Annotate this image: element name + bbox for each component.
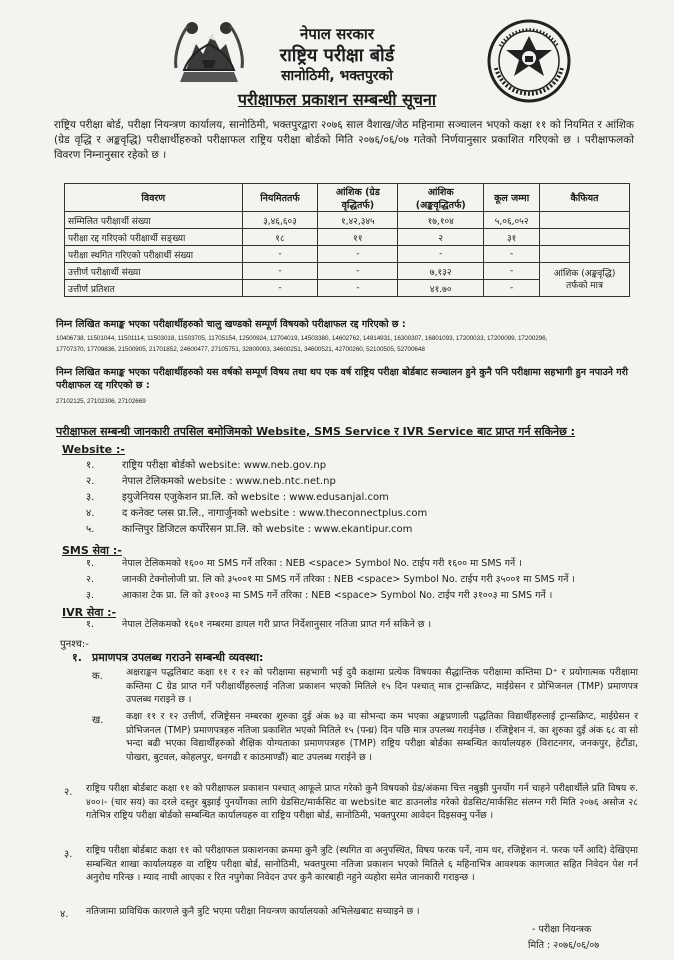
table-cell: सम्मिलित परीक्षार्थी संख्या (65, 212, 243, 229)
table-cell: - (398, 246, 484, 263)
point-4-text: नतिजामा प्राविधिक कारणले कुनै त्रुटि भएमा परीक्षा नियन्त्रण कार्यालयको अभिलेखबाट सच्याइने छ । (86, 906, 420, 917)
table-cell: - (484, 246, 540, 263)
table-row (65, 246, 630, 263)
point-1-title: प्रमाणपत्र उपलब्ध गराउने सम्बन्धी व्यवस्था: (92, 651, 264, 664)
list-item: ३. आकाश टेक प्रा. लि को ३१००३ मा SMS गर्ने तरिका : NEB <space> Symbol No. टाईप गरी ३१००३ मा SMS गर्ने । (86, 590, 553, 601)
list-item: ५. कान्तिपुर डिजिटल कर्पोरेसन प्रा.लि. को website : www.ekantipur.com (86, 524, 413, 535)
list-item: १. नेपाल टेलिकमको १६०० मा SMS गर्ने तरिका : NEB <space> Symbol No. टाईप गरी १६०० मा SMS गर्ने । (86, 558, 522, 569)
table-header-row (65, 184, 630, 212)
table-row (65, 263, 630, 280)
table-cell: - (242, 280, 318, 297)
website-link[interactable]: कान्तिपुर डिजिटल कर्पोरेसन प्रा.लि. को website : www.ekantipur.com (122, 524, 413, 535)
intro-paragraph: राष्ट्रिय परीक्षा बोर्ड, परीक्षा नियन्त्रण कार्यालय, सानोठिमी, भक्तपुरद्वारा २०७६ साल वैशाख/जेठ महिनामा सञ्चालन भएको कक्षा ११ को नियमित र आंशिक (ग्रेड वृद्धि र अङ्कवृद्धि) परीक्षार्थीहरुको परीक्षाफल राष्ट्रिय परीक्षा बोर्डको मिति २०७६/०६/०७ गतेको निर्णयानुसार प्रकाशित गरिएको छ । परीक्षाफलको विवरण निम्नानुसार रहेको छ । (54, 119, 634, 161)
cancel-codes-line-2: 17707370, 17709836, 21500905, 21701852, 24600477, 27105751, 32800003, 34600251, 34600521, 42700260, 52100505, 52700648 (56, 346, 425, 353)
point-4-number: ४. (60, 909, 69, 920)
website-list (86, 458, 427, 538)
table-cell: - (318, 246, 398, 263)
list-item: १. नेपाल टेलिकमको १६०१ नम्बरमा डायल गरी प्राप्त निर्देशानुसार नतिजा प्राप्त गर्न सकिने छ । (86, 619, 432, 630)
table-cell: परीक्षा रद्द गरिएको परीक्षार्थी सङ्ख्या (65, 229, 243, 246)
website-heading: Website :- (62, 443, 125, 456)
list-item: २. नेपाल टेलिकमको website : www.neb.ntc.net.np (86, 476, 336, 487)
sms-heading: SMS सेवा :- (62, 544, 122, 557)
header-line-2: राष्ट्रिय परीक्षा बोर्ड (279, 45, 395, 66)
list-item: ३. इयुजेनियस एजुकेशन प्रा.लि. को website : www.edusanjal.com (86, 492, 389, 503)
sms-list (86, 556, 575, 604)
table-cell: उत्तीर्ण प्रतिशत (65, 280, 243, 297)
table-cell: उत्तीर्ण परीक्षार्थी संख्या (65, 263, 243, 280)
website-link[interactable]: द कनेक्ट प्लस प्रा.लि., नागार्जुनको website : www.theconnectplus.com (122, 508, 428, 519)
punascha-label: पुनश्च:- (60, 639, 89, 650)
table-cell: - (318, 263, 398, 280)
point-3-number: ३. (64, 849, 73, 860)
point-1-ka-number: क. (92, 671, 103, 682)
table-cell: १८ (242, 229, 318, 246)
list-item: २. जानकी टेक्नोलोजी प्रा. लि को ३५००१ मा SMS गर्ने तरिका : NEB <space> Symbol No. टाईप गरी ३५००१ मा SMS गर्ने । (86, 574, 575, 585)
notice-title: परीक्षाफल प्रकाशन सम्बन्धी सूचना (237, 90, 437, 109)
table-cell: ७,१३२ (398, 263, 484, 280)
table-header: विवरण (65, 184, 243, 212)
point-1-kha-text: कक्षा ११ र १२ उत्तीर्ण, रजिष्ट्रेसन नम्बरका शुरुका दुई अंक ७३ वा सोभन्दा कम भएका अङ्कप्रणाली पद्धतिका विद्यार्थीहरुलाई ट्रान्सक्रिप्ट, माईग्रेसन र प्रोभिजनल (TMP) प्रमाणपत्रहरु नतिजा प्रकाशित भएको मितिले १५ (पन्ध्र) दिन पछि मात्र उपलब्ध गराईनेछ । रजिष्ट्रेशन नं. का शुरुका दुई अंक ६८ वा सो भन्दा बढी भएका विद्यार्थीहरुको शैक्षिक योग्यताका प्रमाणपत्रहरु (TMP) राष्ट्रिय परीक्षा बोर्डका सम्बन्धित कार्यालयहरु (विराटनगर, जनकपुर, हेटौंडा, पोखरा, बुटवल, कोहलपुर, धनगढी र काठमाण्डौं) बाट उपलब्ध गराईने छ । (126, 711, 638, 763)
signature-title: - परीक्षा नियन्त्रक (532, 924, 592, 935)
table-cell: ५,०६,०५२ (484, 212, 540, 229)
signature-date: मिति : २०७६/०६/०७ (528, 940, 600, 951)
table-cell: ४१.७० (398, 280, 484, 297)
ivr-list (86, 617, 431, 633)
table-cell: ११ (318, 229, 398, 246)
table-cell: ३,४६,६०३ (242, 212, 318, 229)
point-1-kha-number: ख. (92, 715, 104, 726)
table-header: कूल जम्मा (484, 184, 540, 212)
table-row (65, 212, 630, 229)
table-cell: ३१ (484, 229, 540, 246)
cancel-codes-line-1: 10406738, 11501044, 11501114, 11503018, 11503705, 11705154, 12500924, 12704019, 14503380, 14602762, 14914931, 16300307, 16801093, 17200033, 17200099, 17200296, (56, 335, 548, 342)
info-heading: परीक्षाफल सम्बन्धी जानकारी तपसिल बमोजिमको Website, SMS Service र IVR Service बाट प्राप्त गर्न सकिनेछ : (56, 425, 576, 438)
header-line-3: सानोठिमी, भक्तपुरको (281, 68, 393, 84)
table-header: नियमिततर्फ (242, 184, 318, 212)
point-2-text: राष्ट्रिय परीक्षा बोर्डबाट कक्षा ११ को परीक्षाफल प्रकाशन पश्चात् आफूले प्राप्त गरेको कुनै विषयको ग्रेड/अंकमा चित्त नबुझी पुनर्योग गर्न चाहने परीक्षार्थीले प्रति विषय रु. ४००।- (चार सय) का दरले दस्तुर बुझाई पुनर्योगका लागि ग्रेडसिट/मार्कसिट वा website बाट डाउनलोड गरेको ग्रेडसिट/मार्कसिट संलग्न गरी मिति २०७६ असोज २८ गतेभित्र राष्ट्रिय परीक्षा बोर्डको सम्बन्धित कार्यालयहरु वा राष्ट्रिय परीक्षा बोर्ड, सानोठिमी, भक्तपुरमा आवेदन दिइसक्नु पर्नेछ । (86, 783, 638, 821)
table-cell: - (484, 280, 540, 297)
point-2-number: २. (64, 787, 73, 798)
table-row (65, 229, 630, 246)
table-cell: १,४२,३४५ (318, 212, 398, 229)
table-cell-remark: आंशिक (अङ्कवृद्धि) तर्फको मात्र (540, 263, 630, 297)
point-3-text: राष्ट्रिय परीक्षा बोर्डबाट कक्षा ११ को परीक्षाफल प्रकाशनका क्रममा कुनै त्रुटि (स्थगित वा अनुपस्थित, विषय फरक पर्ने, नाम थर, रजिष्ट्रेशन नं. फरक पर्ने आदि) देखिएमा सम्बन्धित शाखा कार्यालयहरु वा राष्ट्रिय परीक्षा बोर्ड, सानोठिमी, भक्तपुरमा नतिजा प्रकाशन भएको मितिले ६ महिनाभित्र आवश्यक कागजात सहित निवेदन पेश गर्न अनुरोध गरिन्छ । म्याद नाघी आएका र रित नपुगेका निवेदन उपर कुनै कारबाही नहुने व्यहोरा समेत जानकारी गराइन्छ । (86, 845, 638, 883)
table-cell: - (318, 280, 398, 297)
table-cell: परीक्षा स्थगित गरिएको परीक्षार्थी संख्या (65, 246, 243, 263)
table-cell: २ (398, 229, 484, 246)
point-1-number: १. (72, 651, 82, 664)
website-link[interactable]: नेपाल टेलिकमको website : www.neb.ntc.net.np (122, 476, 336, 487)
point-1-ka-text: अक्षराङ्कन पद्धतिबाट कक्षा ११ र १२ को परीक्षामा सहभागी भई दुवै कक्षामा प्रत्येक विषयका सैद्धान्तिक परीक्षामा कम्तिमा D⁺ र प्रयोगात्मक परीक्षामा कम्तिमा C ग्रेड प्राप्त गर्ने परीक्षार्थीहरुलाई नतिजा प्रकाशन भएको मितिले १५ दिन पश्चात् मात्र ट्रान्सक्रिप्ट, माईग्रेसन र प्रोभिजनल (TMP) प्रमाणपत्र उपलब्ध गराइने छ । (126, 667, 638, 705)
table-cell (540, 229, 630, 246)
list-item: ४. द कनेक्ट प्लस प्रा.लि., नागार्जुनको website : www.theconnectplus.com (86, 508, 428, 519)
table-header: आंशिक (ग्रेड वृद्धितर्फ) (318, 184, 398, 212)
table-header: आंशिक (अङ्कवृद्धितर्फ) (398, 184, 484, 212)
table-cell (540, 212, 630, 229)
cancel-notice-1: निम्न लिखित कमाङ्क भएका परीक्षार्थीहरुको चालु खण्डको सम्पूर्ण विषयको परीक्षाफल रद्द गरिएको छ : (56, 319, 406, 330)
table-cell: - (242, 263, 318, 280)
table-cell (540, 246, 630, 263)
cancel-notice-2: निम्न लिखित कमाङ्क भएका परीक्षार्थीहरुको यस वर्षको सम्पूर्ण विषय तथा थप एक वर्ष राष्ट्रिय परीक्षा बोर्डबाट सञ्चालन हुने कुनै पनि परीक्षामा सहभागी हुन नपाउने गरी परीक्षाफल रद्द गरिएको छ : (56, 367, 628, 391)
website-link[interactable]: इयुजेनियस एजुकेशन प्रा.लि. को website : www.edusanjal.com (122, 492, 389, 503)
header-line-1: नेपाल सरकार (300, 25, 374, 43)
table-cell: १७,१०४ (398, 212, 484, 229)
table-header: कैफियत (540, 184, 630, 212)
results-table (64, 183, 630, 297)
cancel-codes-2: 27102125, 27102306, 27102669 (56, 398, 146, 405)
list-item: १. राष्ट्रिय परीक्षा बोर्डको website: www.neb.gov.np (86, 460, 327, 471)
website-link[interactable]: राष्ट्रिय परीक्षा बोर्डको website: www.neb.gov.np (122, 460, 327, 471)
table-cell: - (242, 246, 318, 263)
table-cell: - (484, 263, 540, 280)
ivr-heading: IVR सेवा :- (62, 606, 117, 619)
